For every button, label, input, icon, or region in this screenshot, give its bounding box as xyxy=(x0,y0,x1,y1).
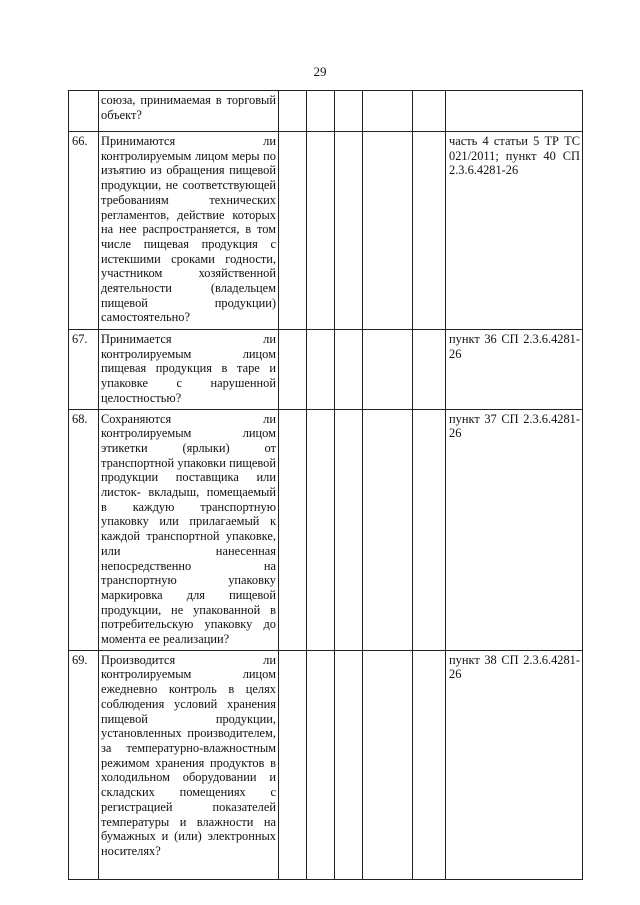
row-number xyxy=(69,91,99,132)
answer-yes-cell xyxy=(279,650,307,879)
row-number: 67. xyxy=(69,330,99,410)
table-row xyxy=(69,91,583,132)
legal-reference: пункт 36 СП 2.3.6.4281-26 xyxy=(446,330,583,410)
page-number: 29 xyxy=(313,64,327,79)
answer-na-cell xyxy=(335,132,363,330)
legal-reference xyxy=(446,91,583,132)
answer-yes-cell xyxy=(279,132,307,330)
comment-cell xyxy=(363,91,413,132)
legal-reference: пункт 38 СП 2.3.6.4281-26 xyxy=(446,650,583,879)
answer-yes-cell xyxy=(279,91,307,132)
answer-no-cell xyxy=(307,330,335,410)
row-number: 69. xyxy=(69,650,99,879)
legal-reference: часть 4 статьи 5 ТР ТС 021/2011; пункт 40 СП 2.3.6.4281-26 xyxy=(446,132,583,330)
answer-no-cell xyxy=(307,132,335,330)
row-number: 66. xyxy=(69,132,99,330)
row-number: 68. xyxy=(69,409,99,650)
requirement-question: Производится ли контролируемым лицом ежедневно контроль в целях соблюдения условий хранения пищевой продукции, установленных производителем, за температурно-влажностным режимом хранения продуктов в холодильном оборудовании и складских помещениях с регистрацией показателей температуры и влажности на бумажных и (или) электронных носителях? xyxy=(99,650,279,879)
empty-cell xyxy=(413,650,446,879)
requirement-question: Принимаются ли контролируемым лицом меры по изъятию из обращения пищевой продукции, не соответствующей требованиям технических регламентов, действие которых на нее распространяется, в том числе пищевая продукция с истекшими сроками годности, участником хозяйственной деятельности (владельцем пищевой продукции) самостоятельно? xyxy=(99,132,279,330)
table-row xyxy=(69,409,583,650)
table-row xyxy=(69,132,583,330)
empty-cell xyxy=(413,132,446,330)
comment-cell xyxy=(363,650,413,879)
answer-na-cell xyxy=(335,650,363,879)
comment-cell xyxy=(363,132,413,330)
comment-cell xyxy=(363,330,413,410)
answer-na-cell xyxy=(335,409,363,650)
empty-cell xyxy=(413,330,446,410)
answer-yes-cell xyxy=(279,330,307,410)
table-row xyxy=(69,330,583,410)
answer-no-cell xyxy=(307,650,335,879)
answer-na-cell xyxy=(335,330,363,410)
comment-cell xyxy=(363,409,413,650)
checklist-table xyxy=(68,90,583,880)
answer-no-cell xyxy=(307,91,335,132)
requirement-question: Принимается ли контролируемым лицом пищевая продукция в таре и упаковке с нарушенной целостностью? xyxy=(99,330,279,410)
requirement-question: союза, принимаемая в торговый объект? xyxy=(99,91,279,132)
empty-cell xyxy=(413,409,446,650)
answer-no-cell xyxy=(307,409,335,650)
answer-na-cell xyxy=(335,91,363,132)
requirement-question: Сохраняются ли контролируемым лицом этикетки (ярлыки) от транспортной упаковки пищевой продукции поставщика или листок- вкладыш, помещаемый в каждую транспортную упаковку или прилагаемый к каждой транспортной упаковке, или нанесенная непосредственно на транспортную упаковку маркировка для пищевой продукции, не упакованной в потребительскую упаковку до момента ее реализации? xyxy=(99,409,279,650)
empty-cell xyxy=(413,91,446,132)
table-row xyxy=(69,650,583,879)
legal-reference: пункт 37 СП 2.3.6.4281-26 xyxy=(446,409,583,650)
answer-yes-cell xyxy=(279,409,307,650)
